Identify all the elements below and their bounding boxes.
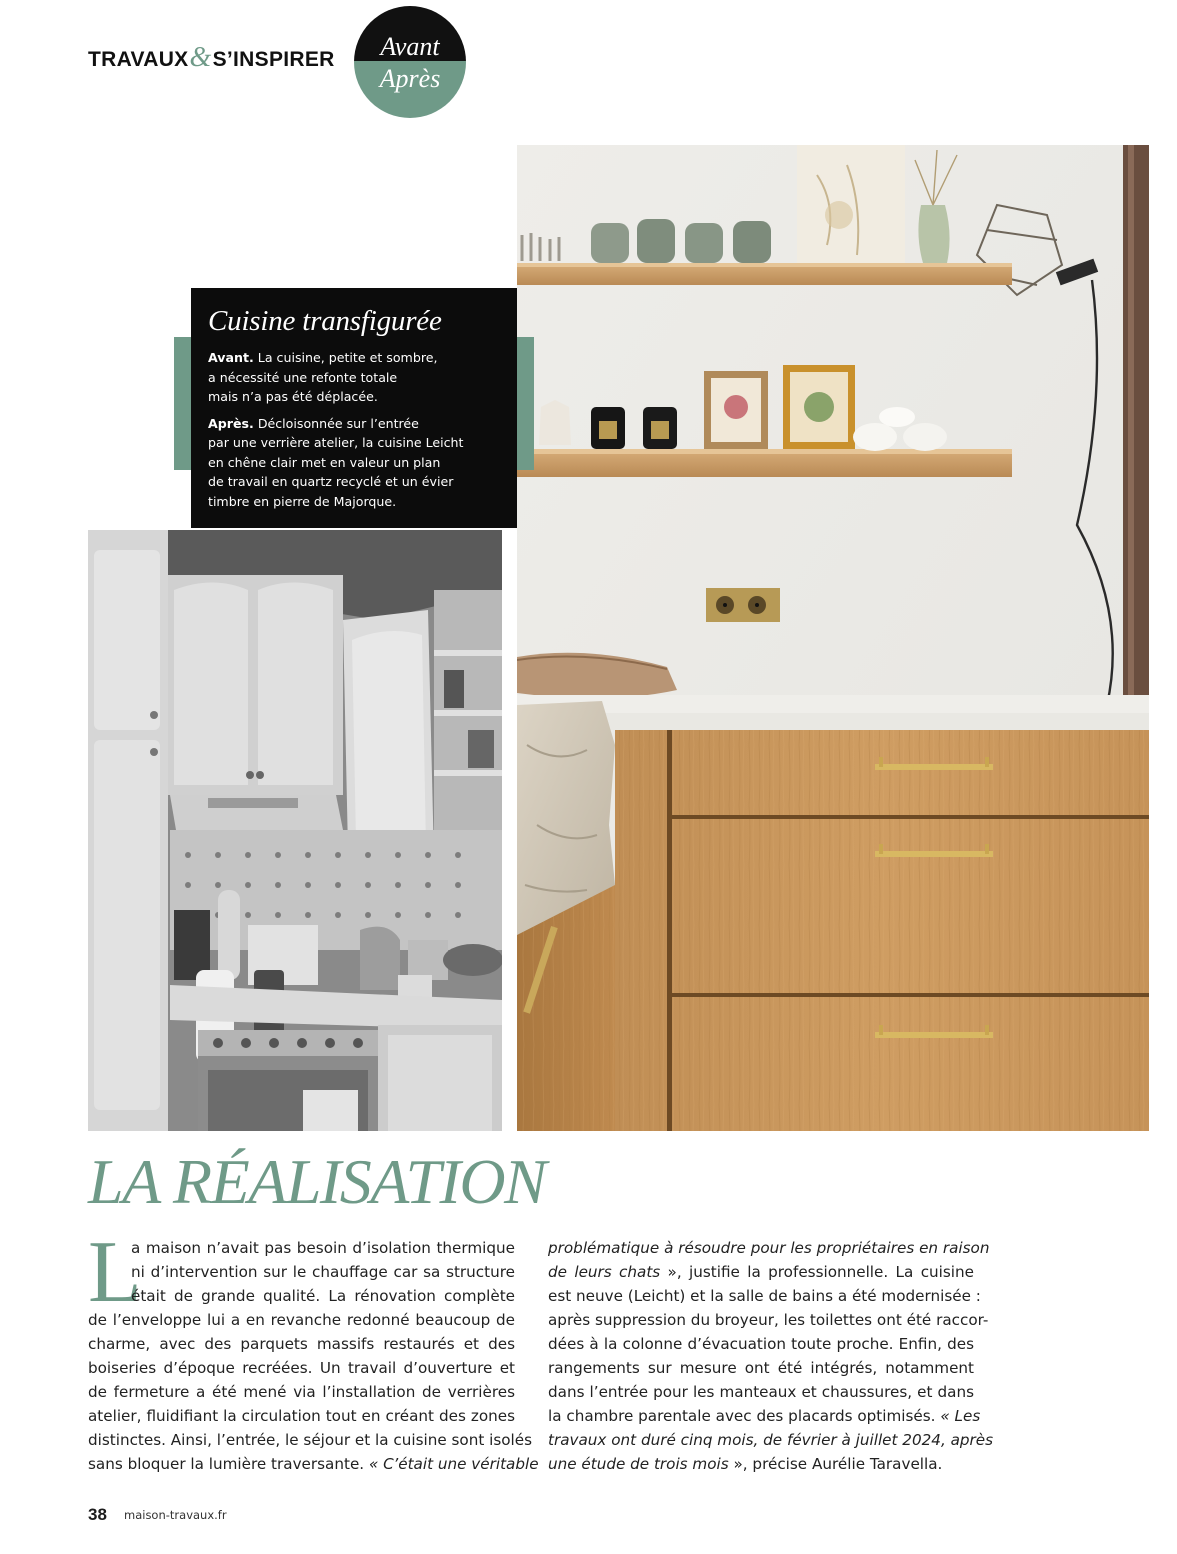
article-line: charme, avec des parquets massifs restaurés et des xyxy=(88,1335,515,1353)
avant-apres-badge xyxy=(354,6,466,118)
article-line: dées à la colonne d’évacuation toute proche. Enfin, des xyxy=(548,1335,974,1353)
caption-apres-line: timbre en pierre de Majorque. xyxy=(208,493,397,509)
caption-avant-line: a nécessité une refonte totale xyxy=(208,369,398,385)
caption-avant-line: mais n’a pas été déplacée. xyxy=(208,389,378,404)
dropcap-letter: L xyxy=(88,1224,142,1321)
article-text: la chambre parentale avec des placards optimisés. xyxy=(548,1407,941,1425)
caption-apres-label: Après. xyxy=(208,415,254,431)
article-headline: LA RÉALISATION xyxy=(88,1146,546,1217)
article-quote: « Les xyxy=(940,1407,981,1425)
caption-accent-left xyxy=(174,337,191,470)
article-quote: de leurs chats xyxy=(548,1263,661,1281)
caption-accent-right xyxy=(517,337,534,470)
kitchen-before-photo xyxy=(88,530,502,1131)
article-text: », précise Aurélie Taravella. xyxy=(728,1455,943,1473)
section-ampersand: & xyxy=(189,42,212,73)
article-line xyxy=(548,1260,974,1284)
caption-avant-label: Avant. xyxy=(208,350,254,365)
article-line: de fermeture a été mené via l’installation de verrières xyxy=(88,1383,515,1401)
article-line: de l’enveloppe lui a en revanche redonné beaucoup de xyxy=(88,1311,515,1329)
article-quote: problématique à résoudre pour les propriétaires en raison xyxy=(548,1239,990,1257)
caption-apres-line: de travail en quartz recyclé et un évier xyxy=(208,474,454,489)
badge-avant-label: Avant xyxy=(380,32,440,61)
caption-avant-line: La cuisine, petite et sombre, xyxy=(257,350,438,365)
caption-apres xyxy=(208,414,501,512)
kitchen-after-photo xyxy=(517,145,1149,1131)
article-column-left xyxy=(88,1224,539,1476)
article-line: était de grande qualité. La rénovation complète xyxy=(131,1287,515,1305)
article-text: sans bloquer la lumière traversante. xyxy=(88,1455,369,1473)
caption-apres-line: Décloisonnée sur l’entrée xyxy=(257,415,419,431)
article-line: après suppression du broyeur, les toilettes ont été raccor- xyxy=(548,1311,989,1329)
page-number: 38 xyxy=(88,1505,107,1524)
badge-apres-label: Après xyxy=(379,64,441,93)
article-line xyxy=(548,1404,981,1428)
article-text: », justifie la professionnelle. La cuisine xyxy=(660,1263,974,1281)
article-line: a maison n’avait pas besoin d’isolation thermique xyxy=(131,1239,515,1257)
article-line xyxy=(88,1452,539,1476)
article-quote: travaux ont duré cinq mois, de février à juillet 2024, après xyxy=(548,1431,994,1449)
caption-apres-line: par une verrière atelier, la cuisine Leicht xyxy=(208,435,464,450)
article-column-right xyxy=(548,1236,994,1476)
article-line: est neuve (Leicht) et la salle de bains a été modernisée : xyxy=(548,1287,981,1305)
article-quote: « C’était une véritable xyxy=(368,1455,539,1473)
caption-box xyxy=(191,288,517,528)
section-header xyxy=(88,42,335,74)
article-line: atelier, fluidifiant la circulation tout en créant des zones xyxy=(88,1407,515,1425)
caption-avant xyxy=(208,348,501,407)
article-line: distinctes. Ainsi, l’entrée, le séjour et la cuisine sont isolés xyxy=(88,1431,533,1449)
caption-apres-line: en chêne clair met en valeur un plan xyxy=(208,454,441,470)
section-label-sinspirer: S’INSPIRER xyxy=(212,48,335,71)
article-line: ni d’intervention sur le chauffage car sa structure xyxy=(131,1263,515,1281)
article-line: boiseries d’époque recréées. Un travail d’ouverture et xyxy=(88,1359,515,1377)
section-label-travaux: TRAVAUX xyxy=(88,48,189,71)
article-line: dans l’entrée pour les manteaux et chaussures, et dans xyxy=(548,1383,974,1401)
caption-title: Cuisine transfigurée xyxy=(208,305,442,337)
site-url: maison-travaux.fr xyxy=(124,1508,227,1522)
article-quote: une étude de trois mois xyxy=(548,1455,729,1473)
article-line: rangements sur mesure ont été intégrés, notamment xyxy=(548,1359,974,1377)
article-line xyxy=(548,1452,974,1476)
